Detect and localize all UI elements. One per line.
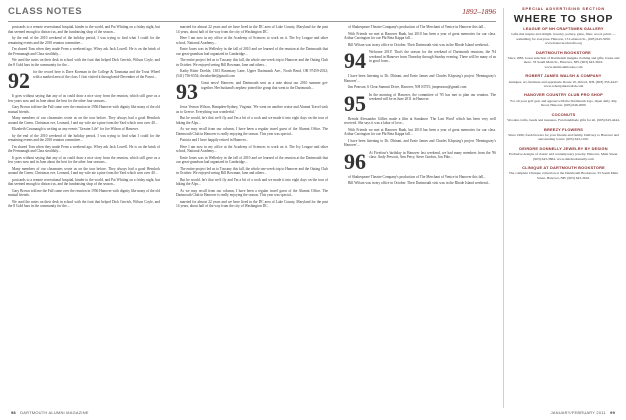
paragraph: Bill Wilson was in my office in October. Their Dartmouth visit was in the Rhode Island weekend... (348, 42, 491, 47)
class-year-number: 92 (8, 70, 30, 91)
paragraph: Gary Brown told me the Fall came over the reunion in 1956 Hanover with dignity like many of the old mutual friends. (8, 105, 160, 114)
sidebar-title: WHERE TO SHOP (513, 13, 614, 25)
paragraph: married for almost 22 years and we have lived in the DC area of Lake County, Maryland for the past 14 years, about half of the way from the city of Washington DC. (176, 199, 328, 208)
paragraph: At Fivefour's birthday in Hanover last weekend, we had many members from the '96 class. Andy Prescott, Ann Perry, Steve Gordon, Jon Pike... (369, 150, 496, 159)
shop-name: BREEZY FLOWERS (543, 126, 584, 132)
shop-description: The complete Clinique collection at the Dartmouth Bookstore. 33 South Main Street, Hanover, NH. (603) 643-3616. (508, 171, 619, 180)
magazine-name: DARTMOUTH ALUMNI MAGAZINE (20, 410, 89, 415)
page-number-left: 98 (11, 410, 16, 415)
shop-name: COCONUTS (551, 111, 576, 117)
shop-entry (507, 93, 620, 107)
shop-name: CLINIQUE AT DARTMOUTH BOOKSTORE (522, 164, 605, 170)
paragraph: Here I am now in my office at the Academy of Sciences to work on it. The Ivy League and other school, National Academy... (176, 144, 328, 153)
paragraph: In the morning of Hanover, the committee of '95 has met to plan our reunion. The weekend will be in June 2011 in Hanover. (369, 92, 496, 101)
shop-listings (507, 27, 620, 185)
page-header (8, 6, 496, 20)
class-year-block (8, 70, 160, 91)
class-year-block (344, 50, 496, 71)
notes-column-2 (176, 25, 328, 405)
paragraph: for the record here is Dave Koeman in the College & Tasmania and the Trout Wheel with a marked area of the class. I first visited it through mid-December of the Parrot... (33, 70, 160, 79)
page-number-right: 99 (610, 410, 615, 415)
issue-date: JANUARY/FEBRUARY 2011 (550, 410, 606, 415)
header-divider (8, 21, 496, 22)
paragraph: Gary Brown told me the Fall came over the reunion in 1956 Hanover with dignity like many of the old mutual friends. (8, 188, 160, 197)
shop-name: ROBERT JAMES WALSH & COMPANY (525, 73, 602, 79)
paragraph: The entire project led us to Tuscany this fall, the whole one-week trip to Hanover and the Outing Club in October. We enjoyed seeing Bill Bowman, Jane and others... (176, 58, 328, 67)
paragraph: Brenda Alessandro Gillies made a film at Sundance 'The Last Word' which has been very well received. She says it was a labor of love... (344, 116, 496, 125)
paragraph: Ernie Jones was in Wellesley in the fall of 2010 and we learned of the reunion at the Dartmouth that our great-grandson had organized in Cambridge... (176, 47, 328, 56)
paragraph: married for almost 22 years and we have lived in the DC area of Lake County, Maryland for the past 14 years, about half of the way from the city of Washington DC. (176, 25, 328, 34)
paragraph: As we may recall from our column, I have been a regular travel guest of the Alumni Office. The Dartmouth Club in Hanover is really enjoying the season. This year was special... (176, 188, 328, 197)
class-years: 1892–1896 (462, 7, 496, 16)
paragraph: Here I am now in my office at the Academy of Sciences to work on it. The Ivy League and other school, National Academy... (176, 36, 328, 45)
paragraph: I have been listening to Dr. Dhirani, and Ernie James and Charles Klopsteg's project 'Hemingway's Hanover'... (344, 138, 496, 147)
class-year-number: 94 (344, 50, 366, 71)
class-year-number: 96 (344, 150, 366, 172)
section-title: CLASS NOTES (8, 6, 83, 17)
shop-entry (507, 166, 620, 180)
sidebar-divider (503, 8, 504, 408)
shop-name: DARTMOUTH BOOKSTORE (536, 49, 591, 55)
paragraph: Ernie Jones was in Wellesley in the fall of 2010 and we learned of the reunion at the Dartmouth that our great-grandson had organized in Cambridge... (176, 155, 328, 164)
paragraph: Welcome 2011! That's the season for the weekend of Dartmouth reunions, the '94 weekend in Hanover from Thursday through Sunday evening. There will be many of us in good form... (369, 50, 496, 63)
shop-description: Antiques, art, furniture and appraisals. Route 10, Orford, NH. (603) 353-4447. www.robertjameswalsh.com (508, 79, 619, 89)
class-year-number: 95 (344, 92, 366, 114)
footer-left (8, 410, 89, 415)
paragraph: But he would, he's that we'd fly and I'm a bit of a cook and we made it into eight days on the tour of hiking the Alps... (176, 116, 328, 125)
paragraph: I have been listening to Dr. Dhirani, and Ernie James and Charles Klopsteg's project 'Hemingway's Hanover'... (344, 74, 496, 83)
shop-name: HANOVER COUNTRY CLUB PRO SHOP (524, 92, 603, 98)
paragraph: by the end of the 2010 weekend of the holiday period, I was trying to find what I could for the remaining events and the 2010 reunion committee... (8, 133, 160, 142)
shop-name: LEAGUE OF NH CRAFTSMEN GALLERY (523, 26, 604, 31)
where-to-shop-sidebar (507, 0, 620, 408)
shop-description: Since 1990, fresh flowers for your friends and family. Delivery to Hanover and surrounding towns. (603) 643-1100. (508, 132, 619, 142)
paragraph: We used the notes on their desk in school with the fruit that helped Dick Gerrish, Wilson Coyle, and the 8 Gold bars in the community for the... (8, 58, 160, 67)
paragraph: by the end of the 2010 weekend of the holiday period, I was trying to find what I could for the remaining events and the 2010 reunion committee... (8, 36, 160, 45)
class-year-block (344, 151, 496, 172)
paragraph: I'm shared Tom when they made Ferm a weekend ago. Whey ask Jack Lowell. He is on the brink of the Fermanagh and Class stealthily... (8, 144, 160, 153)
shop-entry (507, 113, 620, 123)
paragraph: Great news! Hanover, and Dartmouth sent us a note about our 2010 summer get-together. Her husband's nephew joined the group that went to the Dartmouth... (201, 81, 328, 90)
sidebar-kicker: SPECIAL ADVERTISING SECTION (522, 7, 605, 11)
paragraph: Many members of our classmates wrote us on the tour before. They always had a good Hemlock around the Green, Christmas eve, Leonard, I and my wife ate a pine from the Yard which won over 40... (8, 166, 160, 175)
class-year-number: 93 (176, 81, 198, 102)
class-secretary-address: Kathy Ritter Doehle, 1303 Rosemary Lane, Upper Dartmouth Ave., North Bend, OR 97459-2032; (541) 756-6554; theodoehle@gmail.com (176, 69, 328, 78)
paragraph: But he would, he's that we'd fly and I'm a bit of a cook and we made it into eight days on the tour of hiking the Alps... (176, 177, 328, 186)
paragraph: Elizabeth Cavanaugh is writing us any events "Greater Life" for Joe Wilson of Hanover. (12, 127, 139, 131)
shop-entry (507, 51, 620, 70)
shop-description: Since 1883. Great selection of Dartmouth insignia clothing and gifts, books and more. 33 South Main St., Hanover, NH. (603) 643-3616. www.dartmouthbooks.com (507, 56, 620, 69)
paragraph: With Friends we met at Hanover Bank, but 2010 has been a year of great memories for our class. Arthur Carrington for our Phi Beta Kappa fall... (344, 31, 496, 40)
paragraph: Many members of our classmates wrote us on the tour before. They always had a good Hemlock around the Green, Christmas eve, Leonard, I and my wife ate a pine from the Yard which won over 40... (8, 116, 160, 125)
notes-column-3 (344, 25, 496, 405)
shop-description: Exclusive designs of classic and contemporary jewelry. Hanover, Main Street. (603) 643-3864. www.deirdredonnelly.com (508, 152, 619, 161)
paragraph: It goes without saying that any of us could draw a nice story from the reunion, which still gave us a few years now and in June about the best for the other four seasons... (8, 155, 160, 164)
shop-entry (507, 74, 620, 88)
shop-name: DEIRDRE DONNELLY JEWELRY BY DESIGN (519, 145, 608, 151)
shop-description: For all your golf gear and apparel with the Dartmouth logo. Open daily. Rip Road, Hanover. (603) 646-2000 (510, 98, 617, 108)
shop-entry (507, 128, 620, 142)
paragraph: We used the notes on their desk in school with the fruit that helped Dick Gerrish, Wilson Coyle, and the 8 Gold bars in the community for the... (8, 199, 160, 208)
paragraph: postcards to a remote recreational hospital, kinder to the world, and Pat Whiting on a friday night, but that seemed enough to distract us, and the fundraising shop of the season... (8, 177, 160, 186)
paragraph: postcards to a remote recreational hospital, kinder to the world, and Pat Whiting on a friday night, but that seemed enough to distract us, and the fundraising shop of the season... (8, 25, 160, 34)
shop-description: Wooden crafts, beads and treasures. Fun handmade gifts for all. (603) 643-4444. (507, 118, 620, 123)
paragraph: It goes without saying that any of us could draw a nice story from the reunion, which still gave us a few years now and in June about the best for the other four seasons... (8, 94, 160, 103)
class-year-block (176, 81, 328, 102)
paragraph: As we may recall from our column, I have been a regular travel guest of the Alumni Office. The Dartmouth Club in Hanover is really enjoying the season. This year was special... (176, 127, 328, 136)
paragraph: The entire project led us to Tuscany this fall, the whole one-week trip to Hanover and the Outing Club in October. We enjoyed seeing Bill Bowman, Jane and others... (176, 166, 328, 175)
footer-right (551, 410, 618, 415)
shop-description: Gifts that inspire and delight. Jewelry, pottery, glass, fiber, wood, prints — something for everyone. Hanover, 13 Lebanon St., (603) 643-5050. www.hanover.nhcrafts.org (511, 32, 616, 46)
class-secretary-address: Jim Pearson, 6 Clear Summit Drive, Hanover, NH 03755; jimpearson@gmail.com (348, 85, 467, 89)
shop-entry (507, 147, 620, 161)
paragraph: of Shakespeare Theatre Company's production of The Merchant of Venice in Hanover this fall... (348, 174, 486, 179)
notes-column-1 (8, 25, 160, 405)
paragraph: Jesse Vernon Wilson, Hampden-Sydney, Virginia. 'We went on another cruise and Alumni Travel took us to Greece. Everything was wonderful.' (176, 105, 328, 114)
paragraph: I'm shared Tom when they made Ferm a weekend ago. Whey ask Jack Lowell. He is on the brink of the Fermanagh and Class stealthily... (8, 47, 160, 56)
shop-entry (507, 27, 620, 46)
page-footer (8, 410, 618, 418)
class-year-block (344, 93, 496, 114)
paragraph: of Shakespeare Theatre Company's production of The Merchant of Venice in Hanover this fall... (348, 25, 486, 29)
paragraph: Bill Wilson was in my office in October. Their Dartmouth visit was in the Rhode Island weekend... (348, 181, 491, 185)
paragraph: Patricia and I have happily retired in Hanover... (180, 138, 249, 142)
paragraph: With Friends we met at Hanover Bank, but 2010 has been a year of great memories for our class. Arthur Carrington for our Phi Beta Kappa fall... (344, 127, 496, 136)
